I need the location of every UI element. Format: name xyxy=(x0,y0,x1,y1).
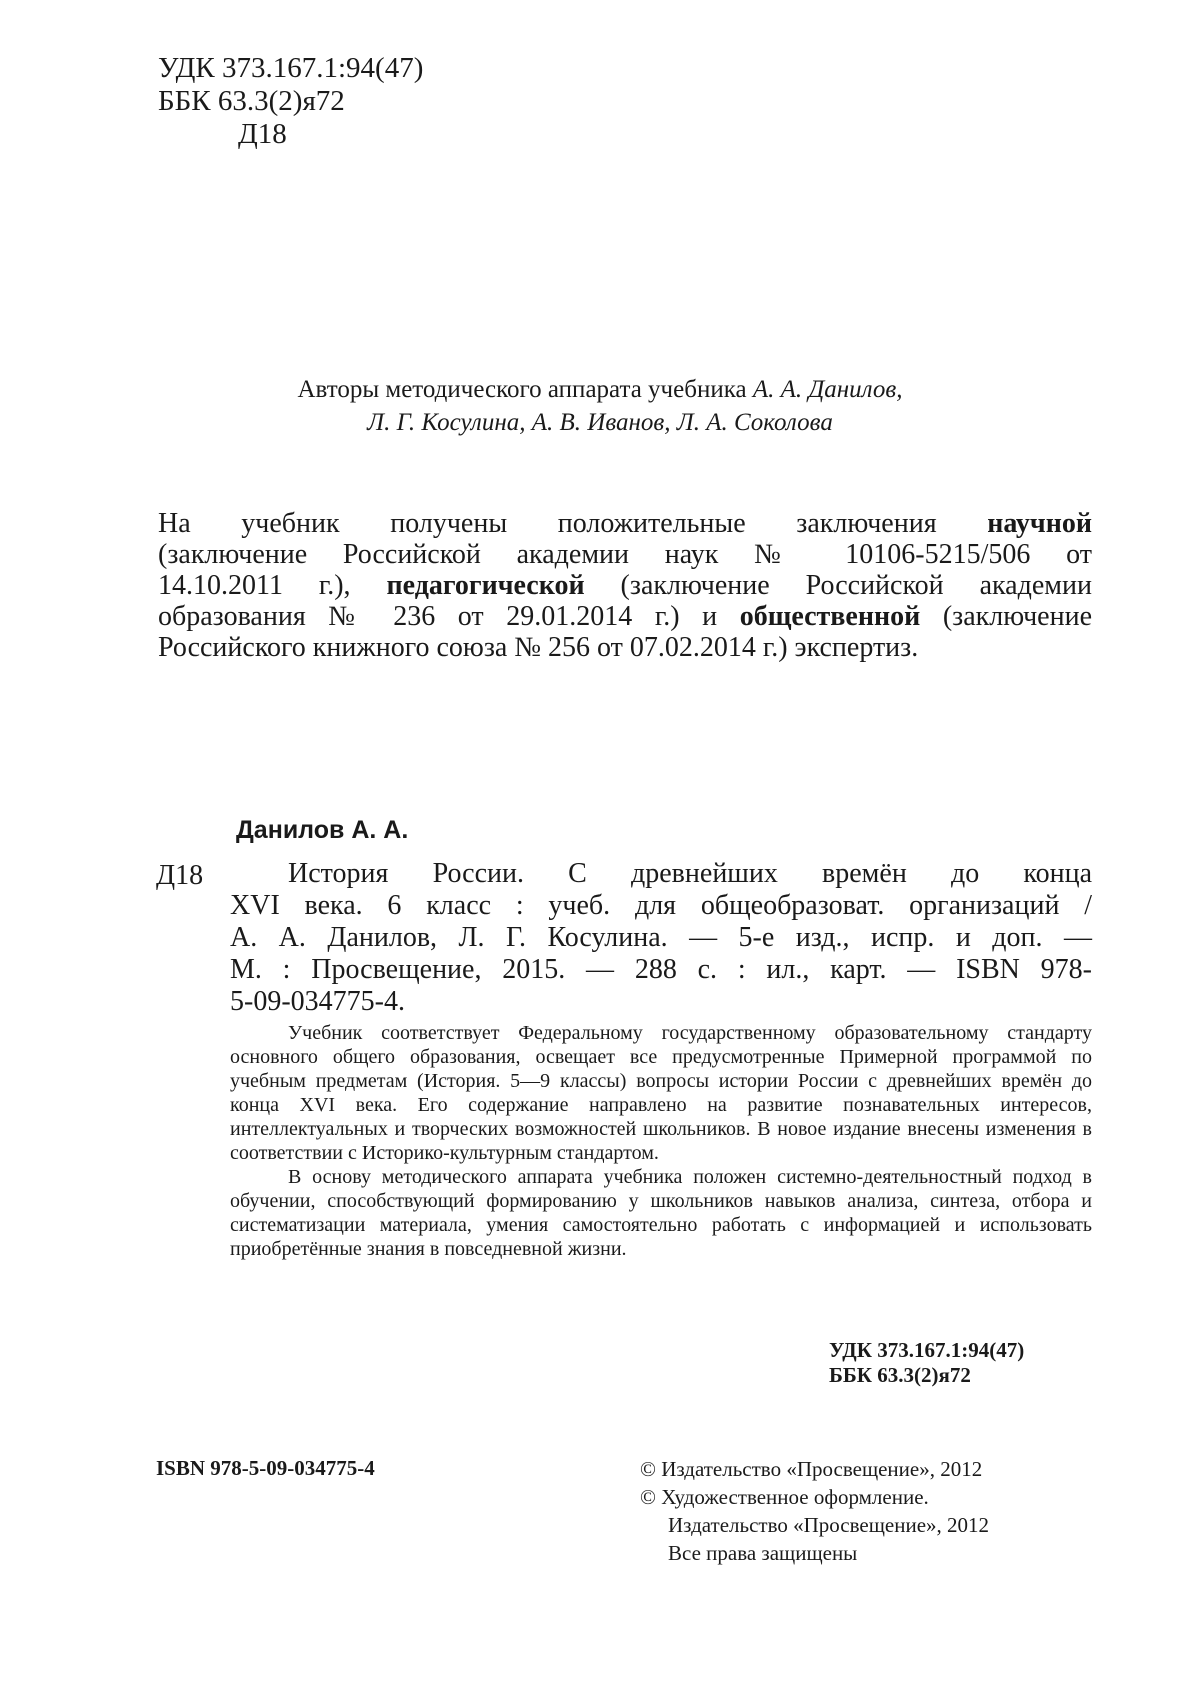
authors-line-2 xyxy=(150,406,1050,439)
annotation-paragraph: В основу методического аппарата учебника положен системно-деятельностный подход в обучении, способствующий формированию у школьников навыков анализа, синтеза, отбора и систематизации материала, умения самостоятельно работать с информацией и использовать приобретённые знания в повседневной жизни. xyxy=(230,1166,1092,1260)
review-line: 14.10.2011 г.), педагогической (заключение Российской академии xyxy=(158,570,1092,601)
review-line: На учебник получены положительные заключения научной xyxy=(158,508,1092,539)
biblio-author: Данилов А. А. xyxy=(236,816,409,844)
udk-code-bottom: УДК 373.167.1:94(47) xyxy=(829,1338,1025,1362)
udk-code: УДК 373.167.1:94(47) xyxy=(158,52,424,84)
review-line: образования № 236 от 29.01.2014 г.) и общественной (заключение xyxy=(158,601,1092,632)
annotation-paragraph: Учебник соответствует Федеральному государственному образовательному стандарту основного общего образования, освещает все предусмотренные Примерной программой по учебным предметам (История. 5—9 классы) вопросы истории России с древнейших времён до конца XVI века. Его содержание направлено на развитие познавательных интересов, интеллектуальных и творческих возможностей школьников. В новое издание внесены изменения в соответствии с Историко-культурным стандартом. xyxy=(230,1022,1092,1164)
classification-codes xyxy=(158,52,423,151)
authors-name-first: А. А. Данилов, xyxy=(752,376,903,403)
copyright-block xyxy=(640,1455,989,1567)
biblio-line: 5-09-034775-4. xyxy=(230,986,405,1017)
biblio-mark: Д18 xyxy=(156,860,204,891)
review-line: (заключение Российской академии наук № 10106-5215/506 от xyxy=(158,539,1092,570)
annotation xyxy=(230,1021,1092,1261)
authors-line-1 xyxy=(150,373,1050,406)
authors-intro: Авторы методического аппарата учебника xyxy=(297,376,753,403)
expert-reviews xyxy=(158,508,1092,663)
author-mark: Д18 xyxy=(238,118,287,150)
bibliographic-record xyxy=(230,858,1092,1018)
biblio-line: История России. С древнейших времён до конца xyxy=(288,858,1092,889)
annotation-codes xyxy=(829,1338,1024,1388)
review-line: Российского книжного союза № 256 от 07.02.2014 г.) экспертиз. xyxy=(158,632,919,663)
copyright-line: © Художественное оформление. xyxy=(640,1485,929,1509)
isbn: ISBN 978-5-09-034775-4 xyxy=(156,1456,375,1480)
biblio-line: А. А. Данилов, Л. Г. Косулина. — 5-е изд., испр. и доп. — xyxy=(230,922,1092,953)
bbk-code: ББК 63.3(2)я72 xyxy=(158,85,345,117)
biblio-line: XVI века. 6 класс : учеб. для общеобразоват. организаций / xyxy=(230,890,1092,921)
authors-names-rest: Л. Г. Косулина, А. В. Иванов, Л. А. Соколова xyxy=(367,409,833,436)
biblio-line: М. : Просвещение, 2015. — 288 с. : ил., карт. — ISBN 978- xyxy=(230,954,1092,985)
bbk-code-bottom: ББК 63.3(2)я72 xyxy=(829,1363,971,1387)
copyright-line: Все права защищены xyxy=(668,1541,858,1565)
copyright-line: Издательство «Просвещение», 2012 xyxy=(668,1513,990,1537)
copyright-line: © Издательство «Просвещение», 2012 xyxy=(640,1457,983,1481)
methodical-authors xyxy=(150,373,1050,439)
